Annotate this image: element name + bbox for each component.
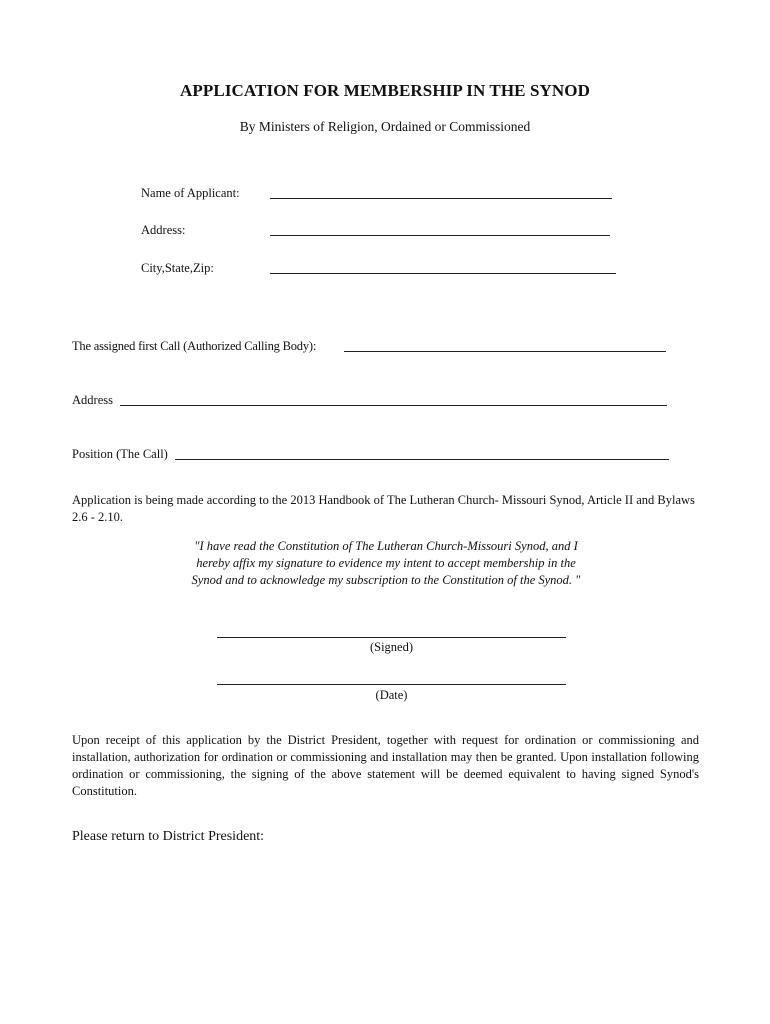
- signed-caption: (Signed): [369, 640, 414, 654]
- declaration-line-3: Synod and to acknowledge my subscription to the Constitution of the Synod. ": [191, 573, 581, 587]
- applicant-city-field[interactable]: [270, 273, 616, 274]
- call-position-field[interactable]: [175, 459, 669, 460]
- receipt-paragraph: Upon receipt of this application by the District President, together with request for ordination or commissioning and installation, authorization for ordination or commissioning and installation may then be granted. Upon installation following ordination or commissioning, the signing of the above statement will be deemed equivalent to having signed Synod's Constitution.: [72, 733, 699, 798]
- page-subtitle: By Ministers of Religion, Ordained or Commissioned: [239, 119, 531, 134]
- first-call-field[interactable]: [344, 351, 666, 352]
- declaration-line-1: "I have read the Constitution of The Lutheran Church-Missouri Synod, and I: [194, 539, 578, 553]
- applicant-name-label: Name of Applicant:: [141, 186, 240, 200]
- call-position-label: Position (The Call): [72, 447, 168, 461]
- declaration-line-2: hereby affix my signature to evidence my intent to accept membership in the: [196, 556, 576, 570]
- applicant-address-field[interactable]: [270, 235, 610, 236]
- applicant-address-label: Address:: [141, 223, 186, 237]
- return-instruction: Please return to District President:: [72, 829, 265, 844]
- call-address-label: Address: [72, 393, 113, 407]
- date-caption: (Date): [375, 688, 408, 702]
- date-field[interactable]: [217, 684, 566, 685]
- first-call-label: The assigned first Call (Authorized Calling Body):: [72, 339, 317, 353]
- signature-field[interactable]: [217, 637, 566, 638]
- application-statement: Application is being made according to the 2013 Handbook of The Lutheran Church- Missouri Synod, Article II and Bylaws 2.6 - 2.10.: [72, 493, 695, 524]
- applicant-city-label: City,State,Zip:: [141, 261, 214, 275]
- applicant-name-field[interactable]: [270, 198, 612, 199]
- call-address-field[interactable]: [120, 405, 667, 406]
- page-title: APPLICATION FOR MEMBERSHIP IN THE SYNOD: [180, 81, 590, 100]
- declaration-quote: [180, 538, 592, 589]
